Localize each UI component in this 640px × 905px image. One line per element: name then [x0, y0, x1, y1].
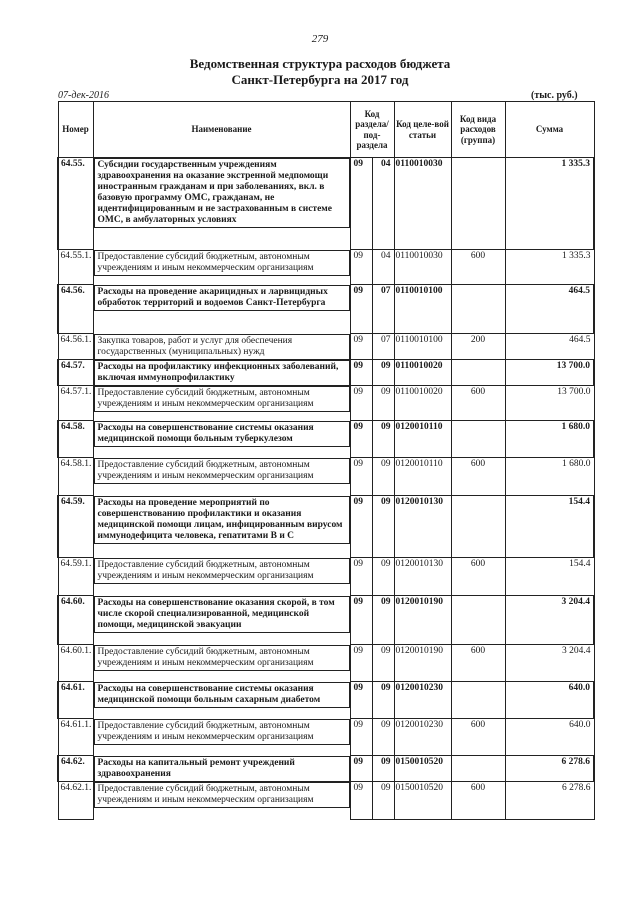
table-row	[58, 596, 594, 645]
row-name: Предоставление субсидий бюджетным, автономным учреждениям и иным некоммерческим организациям	[94, 558, 350, 584]
row-expense-type: 200	[451, 334, 505, 360]
row-name: Предоставление субсидий бюджетным, автономным учреждениям и иным некоммерческим организациям	[94, 458, 350, 484]
row-number: 64.57.1.	[58, 386, 93, 421]
table-row	[58, 386, 594, 421]
row-section: 09	[350, 645, 372, 682]
row-name: Расходы на проведение акарицидных и ларвицидных обработок территорий и водоемов Санкт-Петербурга	[94, 285, 350, 311]
row-expense-type: 600	[451, 458, 505, 496]
row-name: Закупка товаров, работ и услуг для обеспечения государственных (муниципальных) нужд	[94, 334, 350, 360]
row-number: 64.58.	[58, 421, 93, 458]
row-target-code: 0120010230	[394, 682, 451, 719]
row-expense-type: 600	[451, 558, 505, 596]
row-target-code: 0110010100	[394, 285, 451, 334]
row-section: 09	[350, 782, 372, 820]
row-target-code: 0150010520	[394, 756, 451, 782]
table-row	[58, 719, 594, 756]
row-target-code: 0120010190	[394, 645, 451, 682]
row-target-code: 0120010230	[394, 719, 451, 756]
row-number: 64.55.	[58, 158, 93, 250]
row-subsection: 09	[372, 421, 394, 458]
row-section: 09	[350, 558, 372, 596]
row-expense-type	[451, 596, 505, 645]
header-target-code: Код целе-вой статьи	[394, 102, 451, 158]
table-row	[58, 782, 594, 820]
row-sum: 464.5	[505, 334, 594, 360]
row-expense-type: 600	[451, 250, 505, 285]
table-row	[58, 645, 594, 682]
row-name: Предоставление субсидий бюджетным, автономным учреждениям и иным некоммерческим организациям	[94, 250, 350, 276]
title-line-1: Ведомственная структура расходов бюджета	[189, 56, 451, 71]
row-target-code: 0120010190	[394, 596, 451, 645]
row-sum: 13 700.0	[505, 386, 594, 421]
row-number: 64.56.1.	[58, 334, 93, 360]
row-sum: 1 335.3	[505, 158, 594, 250]
row-subsection: 09	[372, 645, 394, 682]
row-name: Расходы на совершенствование системы оказания медицинской помощи больным туберкулезом	[94, 421, 350, 447]
row-sum: 640.0	[505, 682, 594, 719]
row-name: Расходы на профилактику инфекционных заболеваний, включая иммунопрофилактику	[94, 360, 350, 386]
row-expense-type	[451, 421, 505, 458]
row-number: 64.61.	[58, 682, 93, 719]
table-row	[58, 458, 594, 496]
row-expense-type: 600	[451, 645, 505, 682]
row-target-code: 0110010100	[394, 334, 451, 360]
row-section: 09	[350, 596, 372, 645]
row-subsection: 09	[372, 719, 394, 756]
row-section: 09	[350, 458, 372, 496]
row-target-code: 0120010110	[394, 458, 451, 496]
document-title	[0, 56, 640, 88]
row-sum: 13 700.0	[505, 360, 594, 386]
row-section: 09	[350, 719, 372, 756]
row-section: 09	[350, 421, 372, 458]
table-row	[58, 250, 594, 285]
row-subsection: 09	[372, 782, 394, 820]
row-expense-type: 600	[451, 782, 505, 820]
table-row	[58, 558, 594, 596]
row-number: 64.59.	[58, 496, 93, 558]
row-subsection: 07	[372, 285, 394, 334]
row-target-code: 0110010020	[394, 360, 451, 386]
budget-table	[57, 101, 595, 820]
row-sum: 3 204.4	[505, 645, 594, 682]
row-subsection: 09	[372, 596, 394, 645]
row-number: 64.55.1.	[58, 250, 93, 285]
table-row	[58, 158, 594, 250]
row-number: 64.57.	[58, 360, 93, 386]
row-sum: 1 680.0	[505, 458, 594, 496]
row-number: 64.60.	[58, 596, 93, 645]
row-section: 09	[350, 250, 372, 285]
table-row	[58, 682, 594, 719]
row-name: Предоставление субсидий бюджетным, автономным учреждениям и иным некоммерческим организациям	[94, 719, 350, 745]
row-subsection: 09	[372, 756, 394, 782]
row-name: Предоставление субсидий бюджетным, автономным учреждениям и иным некоммерческим организациям	[94, 645, 350, 671]
table-row	[58, 756, 594, 782]
row-target-code: 0150010520	[394, 782, 451, 820]
row-subsection: 04	[372, 158, 394, 250]
row-expense-type: 600	[451, 386, 505, 421]
header-number: Номер	[58, 102, 93, 158]
row-subsection: 09	[372, 682, 394, 719]
header-section-code: Код раздела/ под-раздела	[350, 102, 394, 158]
row-sum: 464.5	[505, 285, 594, 334]
row-expense-type	[451, 496, 505, 558]
row-expense-type	[451, 360, 505, 386]
row-subsection: 09	[372, 360, 394, 386]
row-sum: 154.4	[505, 558, 594, 596]
row-sum: 640.0	[505, 719, 594, 756]
table-body	[58, 158, 594, 820]
row-subsection: 04	[372, 250, 394, 285]
row-number: 64.61.1.	[58, 719, 93, 756]
row-section: 09	[350, 386, 372, 421]
row-section: 09	[350, 285, 372, 334]
row-section: 09	[350, 756, 372, 782]
row-sum: 6 278.6	[505, 782, 594, 820]
row-target-code: 0120010130	[394, 558, 451, 596]
row-target-code: 0110010030	[394, 250, 451, 285]
row-name: Расходы на капитальный ремонт учреждений здравоохранения	[94, 756, 350, 782]
row-expense-type	[451, 682, 505, 719]
row-name: Расходы на проведение мероприятий по совершенствованию профилактики и оказания медицинской помощи лицам, инфицированным вирусом иммунодефицита человека, гепатитами В и С	[94, 496, 350, 544]
table-row	[58, 360, 594, 386]
row-section: 09	[350, 334, 372, 360]
header-expense-type: Код вида расходов (группа)	[451, 102, 505, 158]
row-expense-type: 600	[451, 719, 505, 756]
row-subsection: 09	[372, 496, 394, 558]
row-sum: 154.4	[505, 496, 594, 558]
row-name: Субсидии государственным учреждениям здравоохранения на оказание экстренной медпомощи иностранным гражданам и при заболеваниях, вкл. в базовую программу ОМС, гражданам, не идентифицированным и не застрахованным в системе ОМС, в амбулаторных условиях	[94, 158, 350, 228]
row-section: 09	[350, 496, 372, 558]
row-subsection: 09	[372, 458, 394, 496]
row-section: 09	[350, 360, 372, 386]
table-row	[58, 285, 594, 334]
row-expense-type	[451, 285, 505, 334]
row-subsection: 09	[372, 558, 394, 596]
row-target-code: 0110010020	[394, 386, 451, 421]
row-section: 09	[350, 682, 372, 719]
row-target-code: 0120010110	[394, 421, 451, 458]
row-sum: 3 204.4	[505, 596, 594, 645]
row-sum: 1 680.0	[505, 421, 594, 458]
document-date: 07-дек-2016	[58, 90, 109, 101]
row-section: 09	[350, 158, 372, 250]
row-number: 64.56.	[58, 285, 93, 334]
header-name: Наименование	[93, 102, 350, 158]
row-sum: 1 335.3	[505, 250, 594, 285]
row-expense-type	[451, 158, 505, 250]
table-row	[58, 496, 594, 558]
units-label: (тыс. руб.)	[531, 90, 578, 101]
row-number: 64.62.	[58, 756, 93, 782]
row-name: Расходы на совершенствование системы оказания медицинской помощи больным сахарным диабетом	[94, 682, 350, 708]
header-sum: Сумма	[505, 102, 594, 158]
row-number: 64.60.1.	[58, 645, 93, 682]
page-number: 279	[311, 33, 329, 45]
row-name: Расходы на совершенствование оказания скорой, в том числе скорой специализированной, медицинской помощи, медицинской эвакуации	[94, 596, 350, 633]
row-number: 64.59.1.	[58, 558, 93, 596]
table-row	[58, 421, 594, 458]
row-subsection: 07	[372, 334, 394, 360]
title-line-2: Санкт-Петербурга на 2017 год	[231, 72, 409, 87]
row-subsection: 09	[372, 386, 394, 421]
row-target-code: 0110010030	[394, 158, 451, 250]
row-number: 64.62.1.	[58, 782, 93, 820]
row-target-code: 0120010130	[394, 496, 451, 558]
row-sum: 6 278.6	[505, 756, 594, 782]
row-number: 64.58.1.	[58, 458, 93, 496]
table-row	[58, 334, 594, 360]
row-expense-type	[451, 756, 505, 782]
row-name: Предоставление субсидий бюджетным, автономным учреждениям и иным некоммерческим организациям	[94, 386, 350, 412]
row-name: Предоставление субсидий бюджетным, автономным учреждениям и иным некоммерческим организациям	[94, 782, 350, 808]
